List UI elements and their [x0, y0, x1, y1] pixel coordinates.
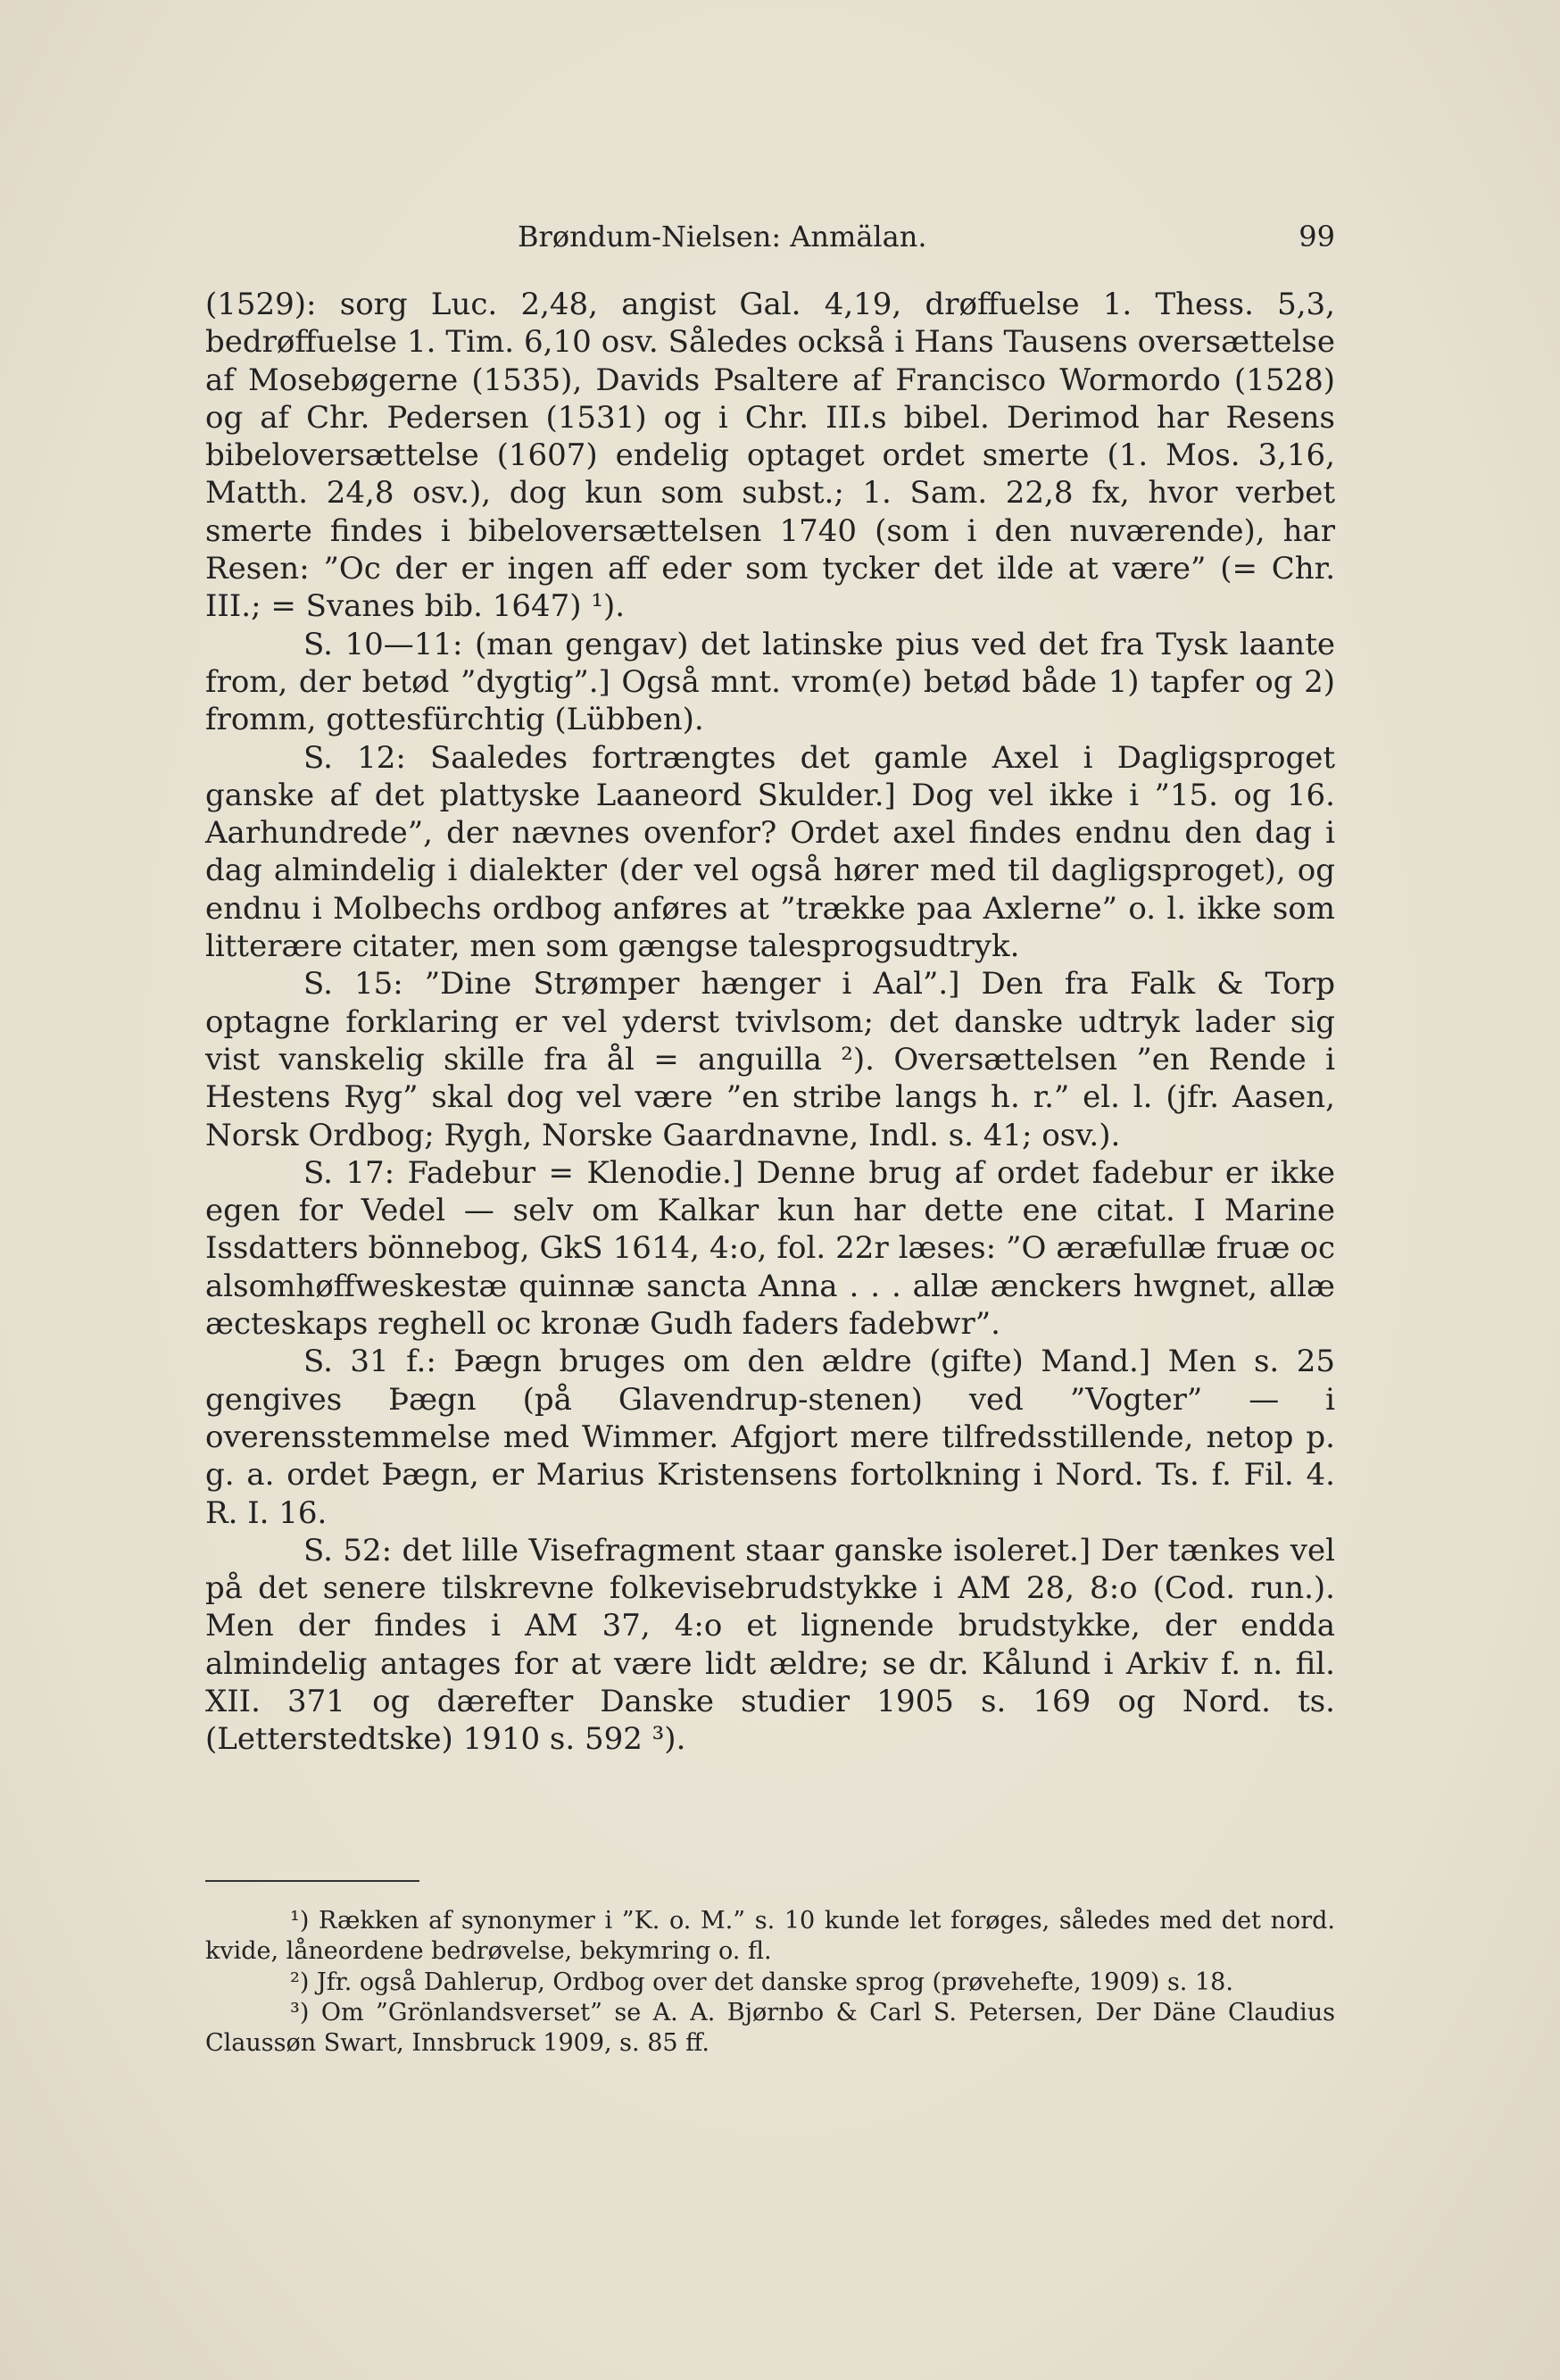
paragraph: (1529): sorg Luc. 2,48, angist Gal. 4,19, drøffuelse 1. Thess. 5,3, bedrøffuelse 1. Tim. 6,10 osv. Således också i Hans Tausens oversættelse af Mosebøgerne (1535), Davids Psaltere af Francisco Wormordo (1528) og af Chr. Pedersen (1531) og i Chr. III.s bibel. Derimod har Resens bibeloversættelse (1607) endelig optaget ordet smerte (1. Mos. 3,16, Matth. 24,8 osv.), dog kun som subst.; 1. Sam. 22,8 fx, hvor verbet smerte findes i bibeloversættelsen 1740 (som i den nuværende), har Resen: ”Oc der er ingen aff eder som tycker det ilde at være” (= Chr. III.; = Svanes bib. 1647) ¹). [205, 287, 1335, 625]
paragraph: S. 17: Fadebur = Klenodie.] Denne brug af ordet fadebur er ikke egen for Vedel — selv om Kalkar kun har dette ene citat. I Marine Issdatters bönnebog, GkS 1614, 4:o, fol. 22r læses: ”O æræfullæ fruæ oc alsomhøffweskestæ quinnæ sancta Anna . . . allæ ænckers hwgnet, allæ æcteskaps reghell oc kronæ Gudh faders fadebwr”. [205, 1154, 1335, 1343]
footnote: ³) Om ”Grönlandsverset” se A. A. Bjørnbo & Carl S. Petersen, Der Däne Claudius Claussøn Swart, Innsbruck 1909, s. 85 ff. [205, 1998, 1335, 2058]
paragraph: S. 31 f.: Þægn bruges om den ældre (gifte) Mand.] Men s. 25 gengives Þægn (på Glavendrup-stenen) ved ”Vogter” — i overensstemmelse med Wimmer. Afgjort mere tilfredsstillende, netop p. g. a. ordet Þægn, er Marius Kristensens fortolkning i Nord. Ts. f. Fil. 4. R. I. 16. [205, 1344, 1335, 1531]
paragraph: S. 52: det lille Visefragment staar ganske isoleret.] Der tænkes vel på det senere tilskrevne folkevisebrudstykke i AM 28, 8:o (Cod. run.). Men der findes i AM 37, 4:o et lignende brudstykke, der endda almindelig antages for at være lidt ældre; se dr. Kålund i Arkiv f. n. fil. XII. 371 og dærefter Danske studier 1905 s. 169 og Nord. ts. (Letterstedtske) 1910 s. 592 ³). [205, 1532, 1335, 1758]
paragraph: S. 10—11: (man gengav) det latinske pius ved det fra Tysk laante from, der betød ”dygtig”.] Også mnt. vrom(e) betød både 1) tapfer og 2) fromm, gottesfürchtig (Lübben). [205, 626, 1335, 738]
page-header [205, 220, 1335, 264]
footnote-divider [205, 1880, 419, 1882]
paragraph: S. 12: Saaledes fortrængtes det gamle Axel i Dagligsproget ganske af det plattyske Laaneord Skulder.] Dog vel ikke i ”15. og 16. Aarhundrede”, der nævnes ovenfor? Ordet axel findes endnu den dag i dag almindelig i dialekter (der vel også hører med til dagligsproget), og endnu i Molbechs ordbog anføres at ”trække paa Axlerne” o. l. ikke som litterære citater, men som gængse talesprogsudtryk. [205, 739, 1335, 965]
footnotes [205, 1906, 1335, 2059]
page-number: 99 [1299, 220, 1335, 254]
paragraph: S. 15: ”Dine Strømper hænger i Aal”.] Den fra Falk & Torp optagne forklaring er vel yderst tvivlsom; det danske udtryk lader sig vist vanskelig skille fra ål = anguilla ²). Oversættelsen ”en Rende i Hestens Ryg” skal dog vel være ”en stribe langs h. r.” el. l. (jfr. Aasen, Norsk Ordbog; Rygh, Norske Gaardnavne, Indl. s. 41; osv.). [205, 966, 1335, 1153]
running-title: Brøndum-Nielsen: Anmälan. [518, 220, 927, 254]
body-text [205, 286, 1335, 1759]
footnote: ¹) Rækken af synonymer i ”K. o. M.” s. 10 kunde let forøges, således med det nord. kvide, låneordene bedrøvelse, bekymring o. fl. [205, 1907, 1335, 1966]
footnote: ²) Jfr. også Dahlerup, Ordbog over det danske sprog (prøvehefte, 1909) s. 18. [290, 1968, 1233, 1996]
